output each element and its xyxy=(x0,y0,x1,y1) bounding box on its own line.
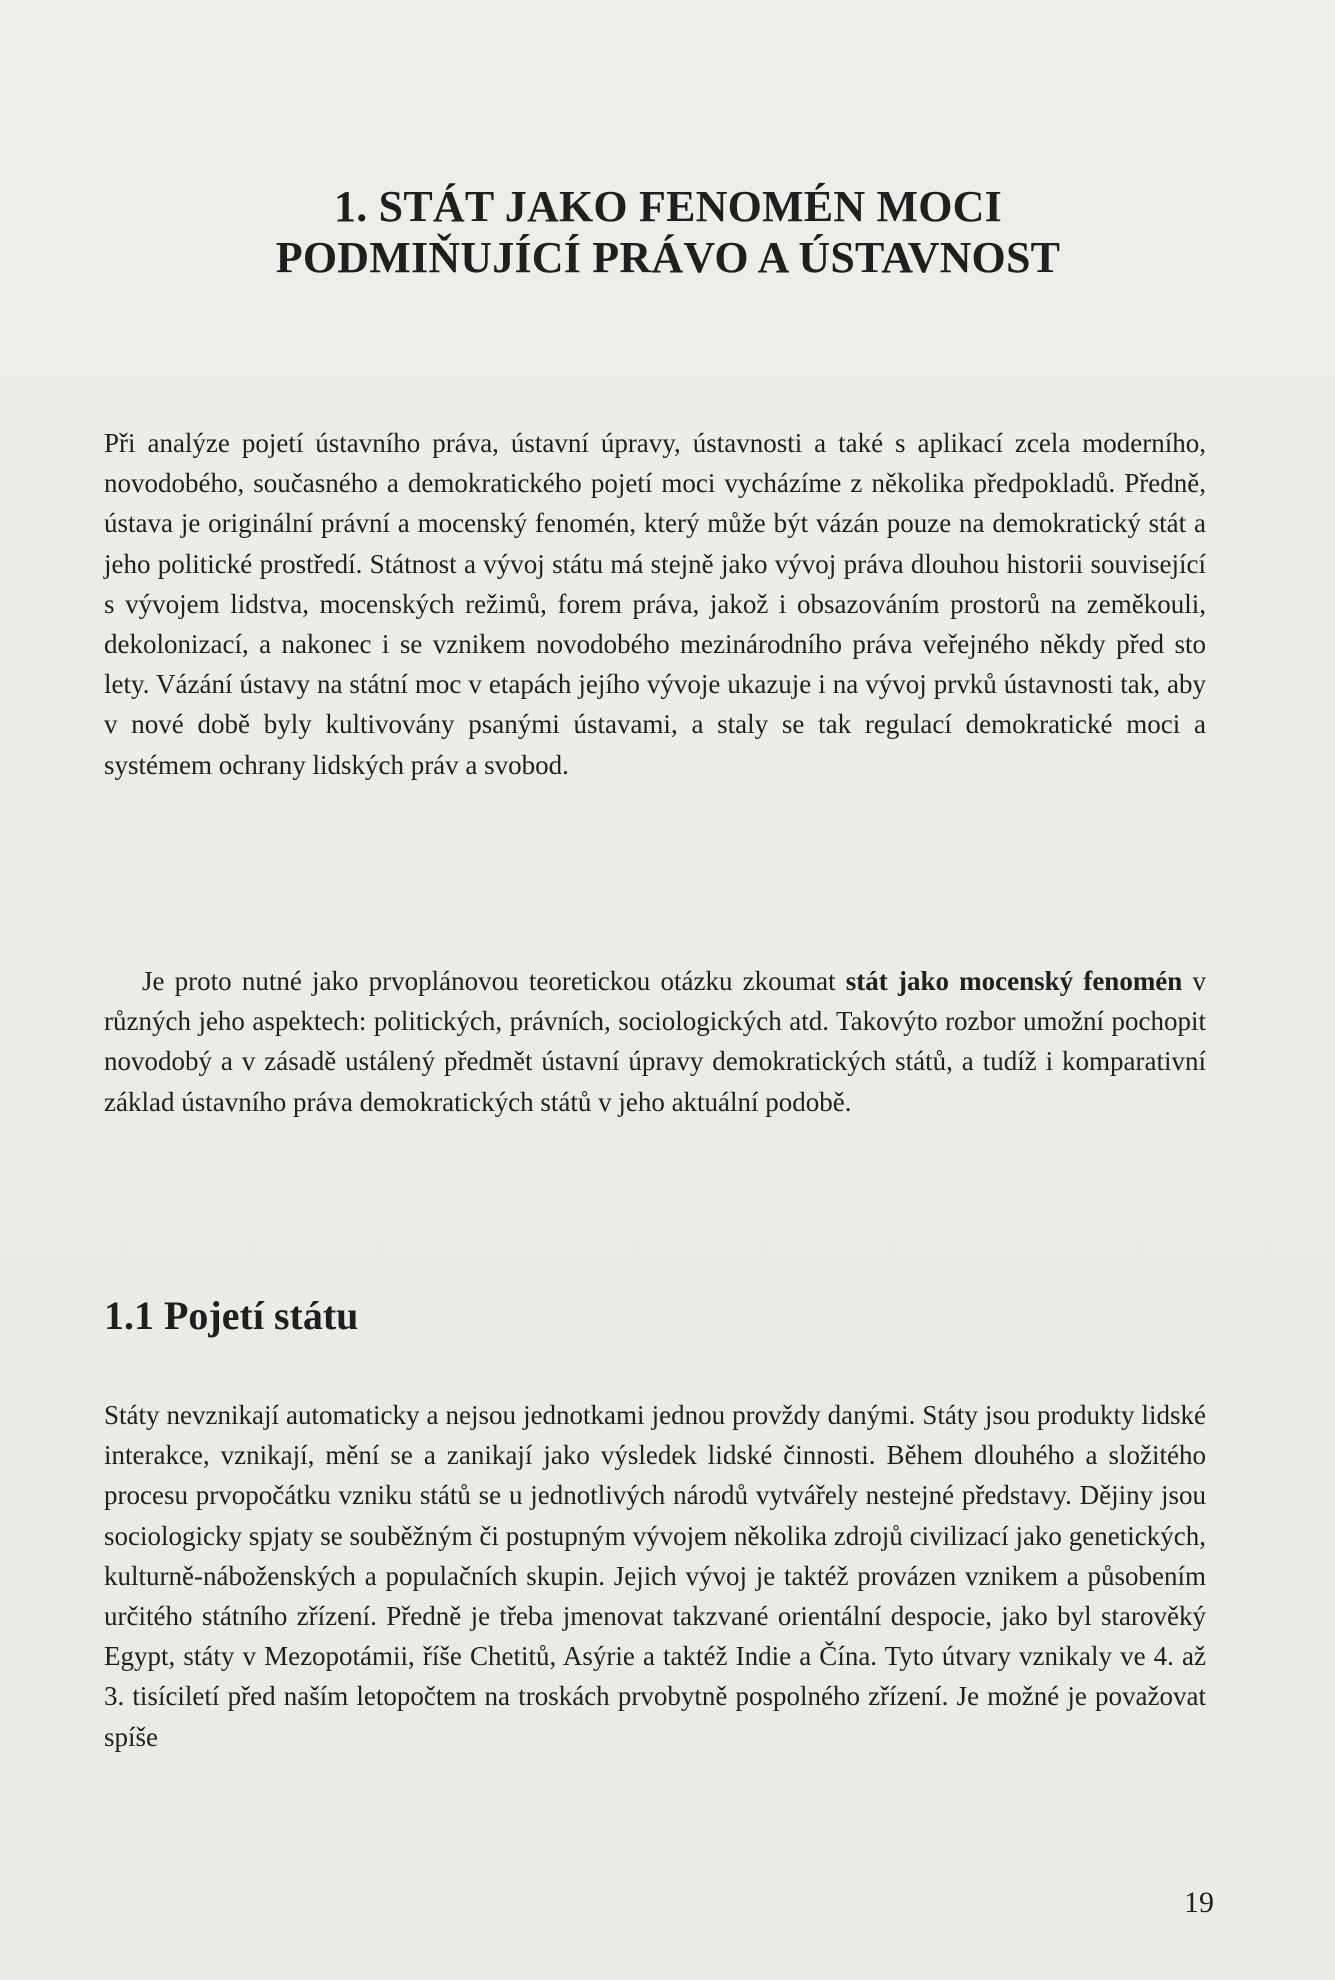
section-title: 1.1 Pojetí státu xyxy=(104,1293,359,1338)
chapter-title-line-1: 1. STÁT JAKO FENOMÉN MOCI xyxy=(334,182,1002,231)
paragraph-2-before-bold: Je proto nutné jako prvoplánovou teoretickou otázku zkoumat xyxy=(142,966,846,996)
paragraph-3: Státy nevznikají automaticky a nejsou jednotkami jednou provždy danými. Státy jsou produkty lidské interakce, vznikají, mění se a zanikají jako výsledek lidské činnosti. Během dlouhého a složitého procesu prvopočátku vzniku států se u jednotlivých národů vytvářely nestejné představy. Dějiny jsou sociologicky spjaty se souběžným či postupným vývojem několika zdrojů civilizací jako genetických, kulturně-náboženských a populačních skupin. Jejich vývoj je taktéž provázen vznikem a působením určitého státního zřízení. Předně je třeba jmenovat takzvané orientální despocie, jako byl starověký Egypt, státy v Mezopotámii, říše Chetitů, Asýrie a taktéž Indie a Čína. Tyto útvary vznikaly ve 4. až 3. tisíciletí před naším letopočtem na troskách prvobytně pospolného zřízení. Je možné je považovat spíše xyxy=(104,1400,1206,1752)
chapter-title xyxy=(118,181,1218,283)
chapter-title-line-2: PODMIŇUJÍCÍ PRÁVO A ÚSTAVNOST xyxy=(275,233,1061,283)
paragraph-2 xyxy=(104,961,1206,1122)
paragraph-2-bold-term: stát jako mocenský fenomén xyxy=(845,966,1183,996)
paragraph-2-after-bold: v různých jeho aspektech: politických, právních, sociologických atd. Takovýto rozbor umožní pochopit novodobý a v zásadě ustálený předmět ústavní úpravy demokratických států, a tudíž i komparativní základ ústavního práva demokratických států v jeho aktuální podobě. xyxy=(104,966,1206,1117)
page-number: 19 xyxy=(1184,1886,1214,1919)
paragraph-1: Při analýze pojetí ústavního práva, ústavní úpravy, ústavnosti a také s aplikací zcela moderního, novodobého, současného a demokratického pojetí moci vycházíme z několika předpokladů. Předně, ústava je originální právní a mocenský fenomén, který může být vázán pouze na demokratický stát a jeho politické prostředí. Státnost a vývoj státu má stejně jako vývoj práva dlouhou historii související s vývojem lidstva, mocenských režimů, forem práva, jakož i obsazováním prostorů na zeměkouli, dekolonizací, a nakonec i se vznikem novodobého mezinárodního práva veřejného někdy před sto lety. Vázání ústavy na státní moc v etapách jejího vývoje ukazuje i na vývoj prvků ústavnosti tak, aby v nové době byly kultivovány psanými ústavami, a staly se tak regulací demokratické moci a systémem ochrany lidských práv a svobod. xyxy=(104,428,1206,780)
